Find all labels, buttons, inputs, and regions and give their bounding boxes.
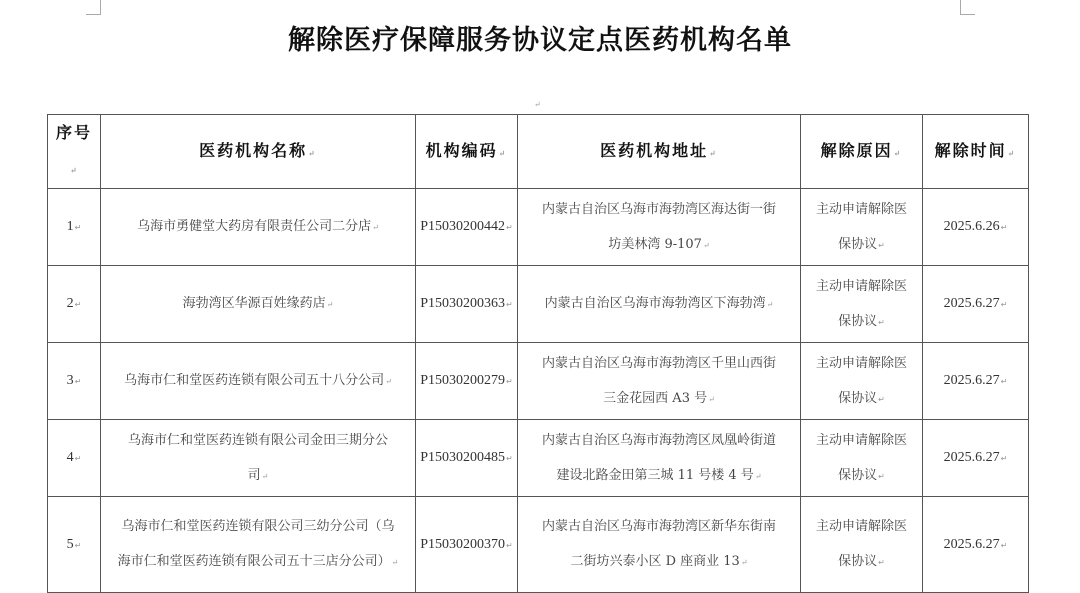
institution-table	[47, 114, 1029, 593]
cell-date-text: 2025.6.27 ↵	[927, 363, 1024, 399]
cell-name	[101, 420, 416, 497]
cell-reason	[801, 343, 923, 420]
cell-code	[416, 343, 518, 420]
cell-address-text: 内蒙古自治区乌海市海勃湾区下海勃湾 ↵	[522, 286, 796, 322]
cell-code-text: P15030200363 ↵	[420, 286, 513, 322]
cell-address-text: 二街坊兴泰小区 D 座商业 13 ↵	[522, 544, 796, 580]
cell-reason-text: 保协议 ↵	[805, 227, 918, 263]
cell-no	[48, 189, 101, 266]
cell-reason	[801, 497, 923, 593]
cell-no-text: 1 ↵	[52, 209, 96, 245]
header-no: 序号 ↵	[48, 115, 101, 189]
cell-reason-text: 主动申请解除医	[815, 355, 907, 371]
cell-address-text: 内蒙古自治区乌海市海勃湾区新华东街南	[541, 519, 776, 534]
cell-date	[923, 189, 1029, 266]
cell-reason	[801, 189, 923, 266]
cell-name	[101, 189, 416, 266]
cell-name-text: 海市仁和堂医药连锁有限公司五十三店分公司） ↵	[105, 544, 411, 580]
header-code: 机构编码 ↵	[416, 115, 518, 189]
cell-reason-text: 保协议 ↵	[805, 381, 918, 417]
cell-no	[48, 343, 101, 420]
cell-no-text: 2 ↵	[52, 286, 96, 322]
page-corner-mark	[86, 0, 101, 15]
table-row	[48, 343, 1029, 420]
cell-no-text: 3 ↵	[52, 363, 96, 399]
cell-code-text: P15030200442 ↵	[420, 209, 513, 245]
cell-address	[518, 497, 801, 593]
paragraph-mark	[533, 92, 541, 111]
cell-date	[923, 497, 1029, 593]
cell-code	[416, 266, 518, 343]
cell-name-text: 乌海市勇健堂大药房有限责任公司二分店 ↵	[105, 209, 411, 245]
cell-reason	[801, 420, 923, 497]
cell-reason-text: 保协议 ↵	[805, 304, 918, 340]
table-row	[48, 497, 1029, 593]
cell-no	[48, 497, 101, 593]
cell-address-text: 内蒙古自治区乌海市海勃湾区凤凰岭街道	[541, 432, 776, 448]
document-title: 解除医疗保障服务协议定点医药机构名单	[288, 25, 792, 56]
cell-date	[923, 343, 1029, 420]
cell-address	[518, 266, 801, 343]
cell-name-text: 乌海市仁和堂医药连锁有限公司三幼分公司（乌	[121, 519, 395, 534]
header-name: 医药机构名称 ↵	[101, 115, 416, 189]
table-header-row	[48, 115, 1029, 189]
table-row	[48, 420, 1029, 497]
cell-address-text: 建设北路金田第三城 11 号楼 4 号 ↵	[522, 458, 796, 494]
cell-reason-text: 主动申请解除医	[815, 201, 907, 217]
page-corner-mark	[960, 0, 975, 15]
cell-address	[518, 420, 801, 497]
cell-date	[923, 420, 1029, 497]
cell-name	[101, 266, 416, 343]
cell-address	[518, 189, 801, 266]
cell-code	[416, 420, 518, 497]
cell-date-text: 2025.6.27 ↵	[927, 527, 1024, 563]
cell-no-text: 5 ↵	[52, 527, 96, 563]
cell-date	[923, 266, 1029, 343]
cell-name	[101, 497, 416, 593]
header-reason: 解除原因 ↵	[801, 115, 923, 189]
table-row	[48, 266, 1029, 343]
cell-reason-text: 保协议 ↵	[805, 458, 918, 494]
cell-code	[416, 189, 518, 266]
cell-reason-text: 主动申请解除医	[815, 278, 907, 294]
cell-code-text: P15030200485 ↵	[420, 440, 513, 476]
cell-address	[518, 343, 801, 420]
table-row	[48, 189, 1029, 266]
cell-code	[416, 497, 518, 593]
cell-date-text: 2025.6.27 ↵	[927, 286, 1024, 322]
cell-code-text: P15030200279 ↵	[420, 363, 513, 399]
cell-name-text: 司 ↵	[105, 458, 411, 494]
cell-address-text: 坊美林湾 9-107 ↵	[522, 227, 796, 263]
cell-reason-text: 主动申请解除医	[815, 519, 907, 534]
header-date: 解除时间 ↵	[923, 115, 1029, 189]
cell-no	[48, 420, 101, 497]
cell-name-text: 海勃湾区华源百姓缘药店 ↵	[105, 286, 411, 322]
cell-name	[101, 343, 416, 420]
cell-no	[48, 266, 101, 343]
header-address: 医药机构地址 ↵	[518, 115, 801, 189]
cell-name-text: 乌海市仁和堂医药连锁有限公司五十八分公司 ↵	[105, 363, 411, 399]
cell-address-text: 三金花园西 A3 号 ↵	[522, 381, 796, 417]
cell-date-text: 2025.6.27 ↵	[927, 440, 1024, 476]
cell-reason	[801, 266, 923, 343]
cell-reason-text: 主动申请解除医	[815, 432, 907, 448]
cell-date-text: 2025.6.26 ↵	[927, 209, 1024, 245]
cell-no-text: 4 ↵	[52, 440, 96, 476]
cell-reason-text: 保协议 ↵	[805, 544, 918, 580]
cell-code-text: P15030200370 ↵	[420, 527, 513, 563]
cell-address-text: 内蒙古自治区乌海市海勃湾区海达街一街	[541, 201, 776, 217]
cell-address-text: 内蒙古自治区乌海市海勃湾区千里山西街	[541, 355, 776, 371]
cell-name-text: 乌海市仁和堂医药连锁有限公司金田三期分公	[127, 432, 388, 448]
